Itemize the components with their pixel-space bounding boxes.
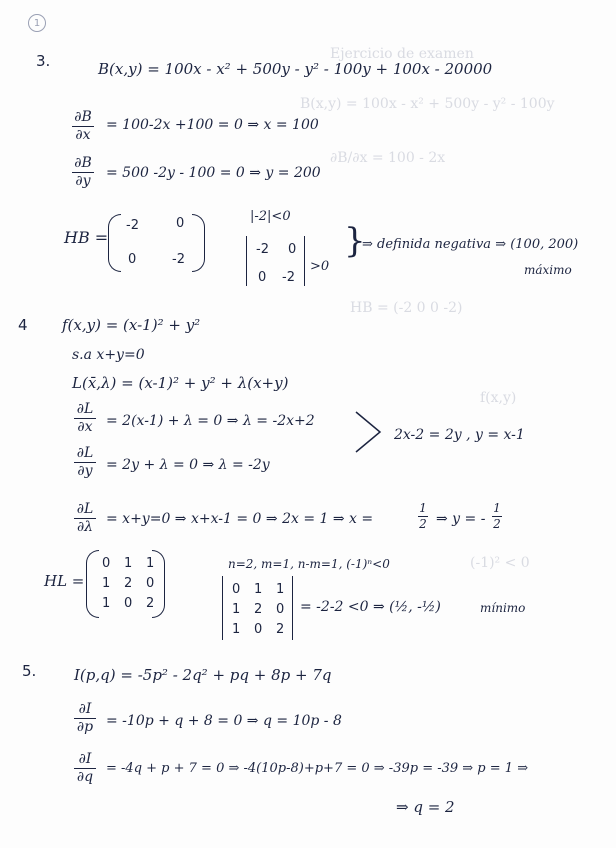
partial-l-lambda: [74, 502, 96, 534]
det-r2c2: 2: [254, 602, 263, 617]
hb-m11: -2: [126, 218, 139, 233]
y-value-prefix: ⇒ y = -: [436, 511, 486, 527]
problem-3-conclusion: ⇒ definida negativa ⇒ (100, 200): [362, 237, 579, 252]
ghost-text-3: ∂B/∂x = 100 - 2x: [330, 150, 446, 166]
y-value-den: 2: [493, 516, 501, 531]
hl-r1c1: 0: [102, 556, 111, 571]
partial-b-y-den: ∂y: [75, 172, 91, 189]
hl-r3c1: 1: [102, 596, 111, 611]
partial-l-x-equation: = 2(x-1) + λ = 0 ⇒ λ = -2x+2: [106, 413, 315, 429]
partial-l-lambda-equation: = x+y=0 ⇒ x+x-1 = 0 ⇒ 2x = 1 ⇒ x =: [106, 511, 374, 527]
det-l-result: = -2-2 <0 ⇒ (½, -½): [300, 599, 441, 615]
partial-i-p: [74, 702, 96, 734]
hl-r1c2: 1: [124, 556, 133, 571]
partial-i-q: [74, 752, 96, 784]
det-r1c3: 1: [276, 582, 285, 597]
partial-l-y-num: ∂L: [76, 445, 94, 461]
problem-4-result: mínimo: [480, 601, 526, 615]
det-r1c1: 0: [232, 582, 241, 597]
page-number-marker: 1: [28, 14, 46, 32]
det-b-m11: -2: [256, 242, 269, 257]
hl-r2c3: 0: [146, 576, 155, 591]
y-value-fraction: [492, 502, 502, 530]
partial-l-x-den: ∂x: [77, 418, 93, 435]
x-value-fraction: [418, 502, 428, 530]
partial-b-x-num: ∂B: [74, 109, 92, 125]
det-r3c1: 1: [232, 622, 241, 637]
problem-5-final: ⇒ q = 2: [396, 798, 455, 816]
problem-4-number: 4: [18, 316, 28, 334]
det-b-m21: 0: [258, 270, 267, 285]
ghost-text-6: (-1)² < 0: [470, 555, 530, 571]
hl-r2c1: 1: [102, 576, 111, 591]
det-b-relation: >0: [310, 259, 330, 274]
problem-3-result: máximo: [524, 263, 572, 277]
partial-b-x-den: ∂x: [75, 126, 91, 143]
partial-b-x-equation: = 100-2x +100 = 0 ⇒ x = 100: [106, 117, 319, 133]
ghost-text-5: f(x,y): [480, 390, 517, 406]
hl-r2c2: 2: [124, 576, 133, 591]
y-value-num: 1: [493, 501, 501, 515]
partial-i-p-equation: = -10p + q + 8 = 0 ⇒ q = 10p - 8: [106, 713, 342, 729]
partial-l-y-den: ∂y: [77, 462, 93, 479]
det-l-left-bar: [222, 576, 223, 640]
hessian-l-label: HL =: [44, 572, 85, 590]
partial-i-q-den: ∂q: [76, 768, 94, 785]
partial-b-y-num: ∂B: [74, 155, 92, 171]
partial-i-q-num: ∂I: [78, 751, 92, 767]
x-value-den: 2: [419, 516, 427, 531]
det-b-m22: -2: [282, 270, 295, 285]
det-l-right-bar: [292, 576, 293, 640]
det-r2c3: 0: [276, 602, 285, 617]
partial-l-y-equation: = 2y + λ = 0 ⇒ λ = -2y: [106, 457, 270, 473]
det-r3c3: 2: [276, 622, 285, 637]
hl-r3c3: 2: [146, 596, 155, 611]
n-m-line: n=2, m=1, n-m=1, (-1)ⁿ<0: [228, 557, 390, 571]
brace-right: }: [344, 221, 366, 261]
problem-3-number: 3.: [36, 52, 51, 70]
det-r3c2: 0: [254, 622, 263, 637]
det-b-m12: 0: [288, 242, 297, 257]
hb-m21: 0: [128, 252, 137, 267]
det-r1c2: 1: [254, 582, 263, 597]
det-r2c1: 1: [232, 602, 241, 617]
problem-4-lagrangian: L(x̄,λ) = (x-1)² + y² + λ(x+y): [72, 374, 289, 392]
first-minor: |-2|<0: [250, 209, 291, 224]
hl-r3c2: 0: [124, 596, 133, 611]
partial-i-p-num: ∂I: [78, 701, 92, 717]
ghost-text-1: Ejercicio de examen: [330, 46, 474, 62]
x-value-num: 1: [419, 501, 427, 515]
partial-i-q-equation: = -4q + p + 7 = 0 ⇒ -4(10p-8)+p+7 = 0 ⇒ -39p = -39 ⇒ p = 1 ⇒: [106, 761, 529, 776]
problem-4-constraint: s.a x+y=0: [72, 347, 145, 363]
problem-5-number: 5.: [22, 662, 37, 680]
partial-l-x-num: ∂L: [76, 401, 94, 417]
partial-l-lambda-den: ∂λ: [76, 518, 94, 535]
partial-i-p-den: ∂p: [76, 718, 94, 735]
problem-4-function: f(x,y) = (x-1)² + y²: [62, 316, 201, 334]
partial-b-y-equation: = 500 -2y - 100 = 0 ⇒ y = 200: [106, 165, 321, 181]
combined-equation: 2x-2 = 2y , y = x-1: [394, 427, 525, 443]
hl-r1c3: 1: [146, 556, 155, 571]
ghost-text-4: HB = (-2 0 0 -2): [350, 300, 463, 316]
partial-l-lambda-num: ∂L: [76, 501, 94, 517]
ghost-text-2: B(x,y) = 100x - x² + 500y - y² - 100y: [300, 96, 555, 112]
hb-m12: 0: [176, 216, 185, 231]
problem-5-function: I(p,q) = -5p² - 2q² + pq + 8p + 7q: [74, 666, 332, 684]
hb-m22: -2: [172, 252, 185, 267]
problem-3-equation: B(x,y) = 100x - x² + 500y - y² - 100y + 100x - 20000: [98, 60, 493, 78]
hessian-b-label: HB =: [64, 228, 109, 247]
hessian-l-left-paren: [86, 550, 99, 618]
